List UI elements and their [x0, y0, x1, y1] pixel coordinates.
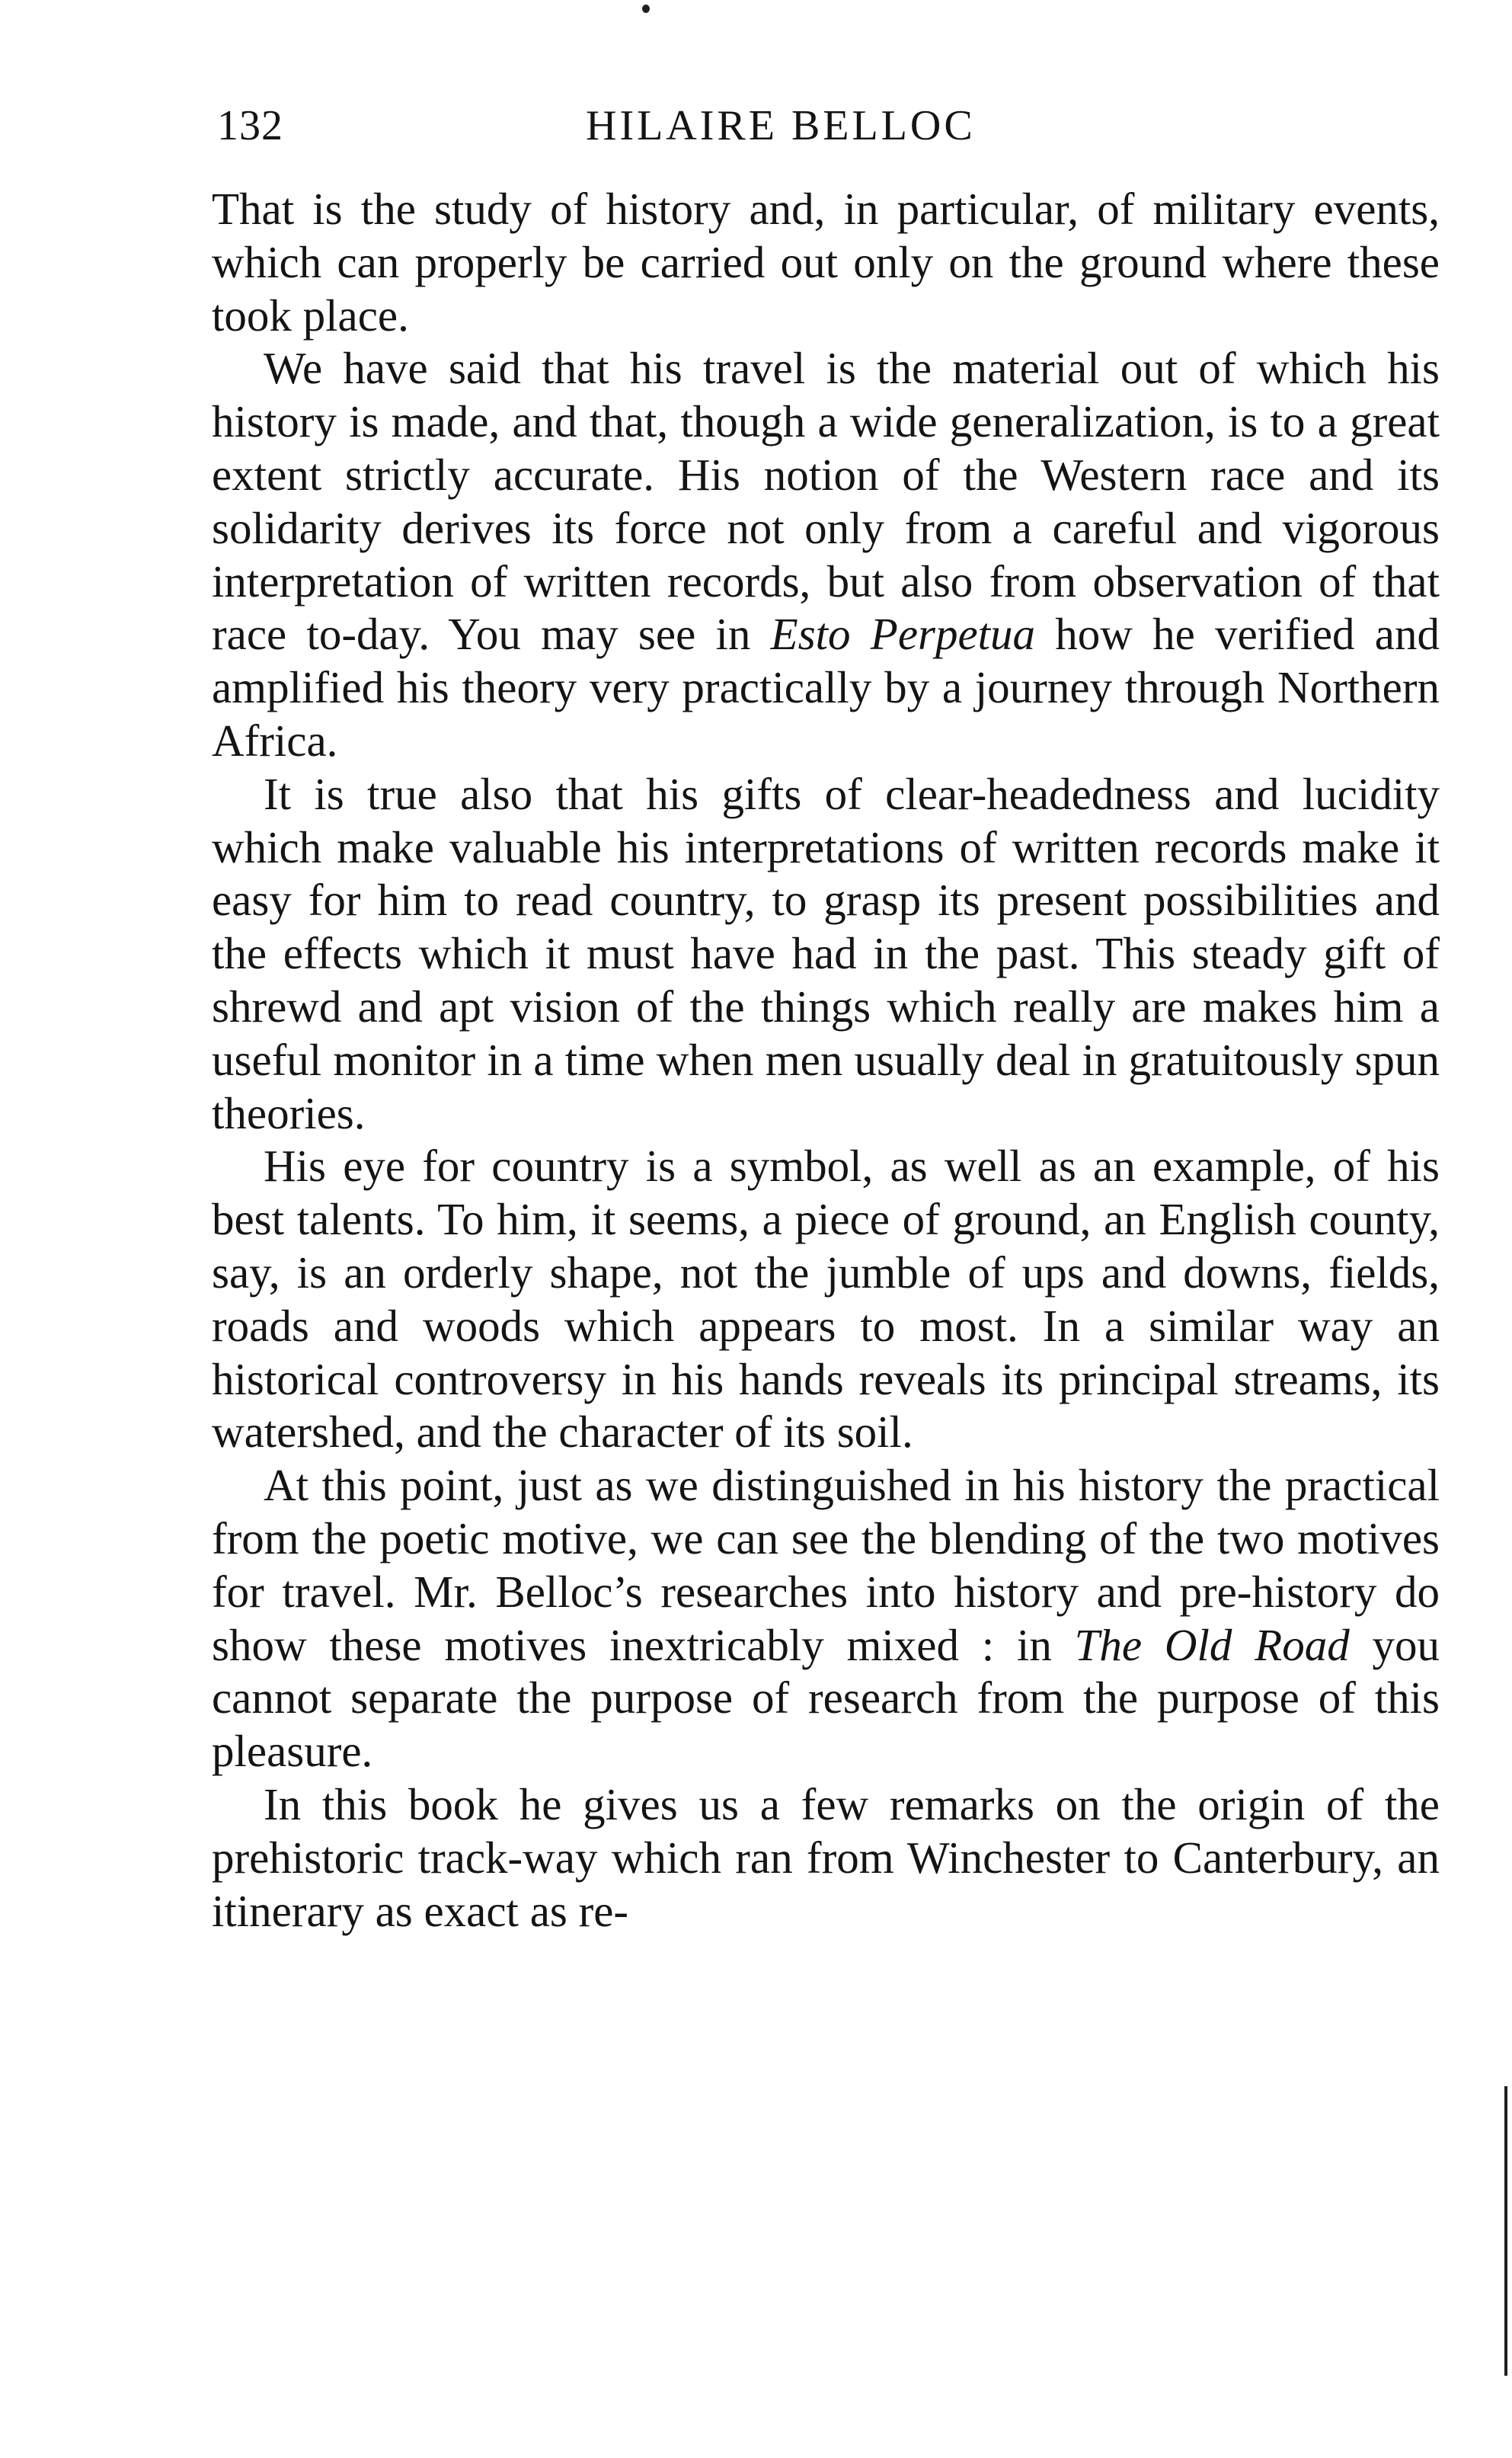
book-title-esto-perpetua: Esto Perpetua — [770, 609, 1036, 660]
paragraph-5 — [212, 1459, 1440, 1778]
page-number: 132 — [217, 102, 283, 149]
paragraph-4: His eye for country is a symbol, as well as an example, of his best talents. To him, it seems, a piece of ground, an English county, say, is an orderly shape, not the jumble of ups and downs, fields, roads and woods which appears to most. In a similar way an historical controversy in his hands reveals its principal streams, its watershed, and the character of its soil. — [212, 1141, 1440, 1458]
body-text — [212, 183, 1440, 1938]
paragraph-2-text-b: how he verified and amplified his theory very practically by a journey through Northern Africa. — [212, 609, 1440, 766]
paragraph-2 — [212, 342, 1440, 767]
paragraph-6: In this book he gives us a few remarks on the origin of the prehistoric track-way which ran from Winchester to Canterbury, an itinerary as exact as re- — [212, 1778, 1440, 1936]
page-header — [217, 95, 1443, 156]
paragraph-2-text-a: We have said that his travel is the material out of which his history is made, and that, though a wide generalization, is to a great extent strictly accurate. His notion of the Western race and its solidarity derives its force not only from a careful and vigorous interpretation of written records, but also from observation of that race to-day. You may see in — [212, 343, 1440, 660]
margin-rule — [1504, 2086, 1507, 2376]
paragraph-5-text-b: you cannot separate the purpose of research from the purpose of this pleasure. — [212, 1619, 1440, 1777]
print-speck — [642, 5, 650, 13]
running-head: HILAIRE BELLOC — [586, 102, 976, 149]
book-title-the-old-road: The Old Road — [1074, 1619, 1350, 1670]
paragraph-1: That is the study of history and, in particular, of military events, which can properly be carried out only on the ground where these took place. — [212, 184, 1440, 341]
paragraph-3: It is true also that his gifts of clear-headedness and lucidity which make valuable his interpretations of written records make it easy for him to read country, to grasp its present possibilities and the effects which it must have had in the past. This steady gift of shrewd and apt vision of the things which really are makes him a useful monitor in a time when men usually deal in gratuitously spun theories. — [212, 768, 1440, 1138]
paragraph-5-text-a: At this point, just as we distinguished in his history the practical from the poetic motive, we can see the blending of the two motives for travel. Mr. Belloc’s researches into history and pre-history do show these motives inextricably mixed : in — [212, 1460, 1440, 1670]
